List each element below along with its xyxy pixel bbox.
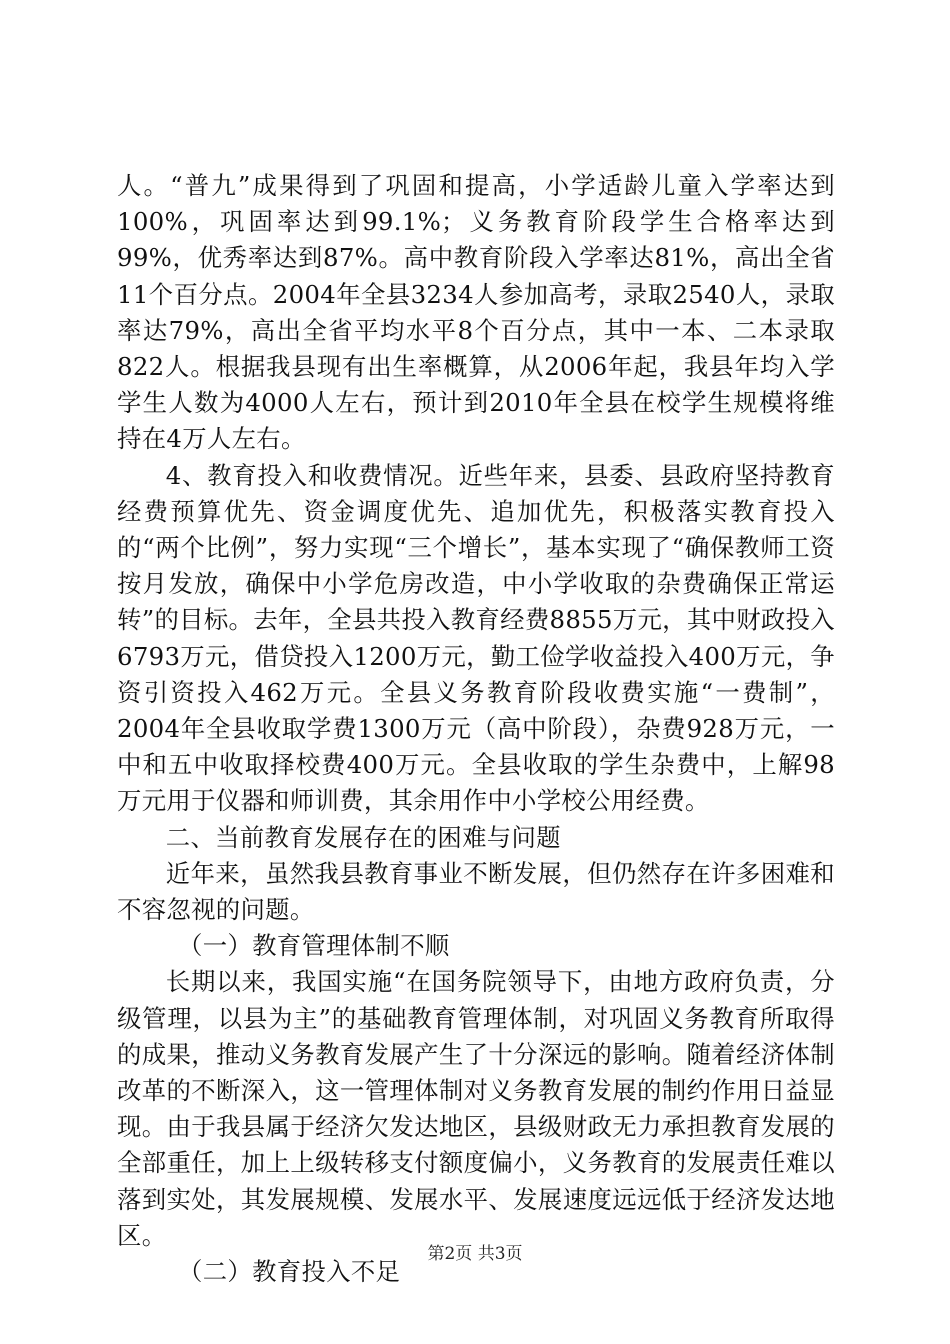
subheading-insufficient-investment: （二）教育投入不足 [178, 1257, 401, 1287]
section-heading-problems: 二、当前教育发展存在的困难与问题 [165, 822, 561, 852]
paragraph-enrollment-stats: 人。“普九”成果得到了巩固和提高，小学适龄儿童入学率达到100%，巩固率达到99.1%；义务教育阶段学生合格率达到99%，优秀率达到87%。高中教育阶段入学率达81%，高出全省11个百分点。2004年全县3234人参加高考，录取2540人，录取率达79%，高出全省平均水平8个百分点，其中一本、二本录取822人。根据我县现有出生率概算，从2006年起，我县年均入学学生人数为4000人左右，预计到2010年全县在校学生规模将维持在4万人左右。 [117, 171, 835, 454]
subheading-management-system: （一）教育管理体制不顺 [178, 931, 450, 961]
paragraph-funding-and-fees: 4、教育投入和收费情况。近些年来，县委、县政府坚持教育经费预算优先、资金调度优先、追加优先，积极落实教育投入的“两个比例”，努力实现“三个增长”，基本实现了“确保教师工资按月发放，确保中小学危房改造，中小学收取的杂费确保正常运转”的目标。去年，全县共投入教育经费8855万元，其中财政投入6793万元，借贷投入1200万元，勤工俭学收益投入400万元，争资引资投入462万元。全县义务教育阶段收费实施“一费制”，2004年全县收取学费1300万元（高中阶段），杂费928万元，一中和五中收取择校费400万元。全县收取的学生杂费中，上解98万元用于仪器和师训费，其余用作中小学校公用经费。 [117, 460, 835, 816]
document-body [117, 168, 835, 1290]
paragraph-problems-intro: 近年来，虽然我县教育事业不断发展，但仍然存在许多困难和不容忽视的问题。 [117, 858, 835, 925]
page-number-footer: 第2页 共3页 [427, 1244, 523, 1264]
paragraph-management-system: 长期以来，我国实施“在国务院领导下，由地方政府负责，分级管理，以县为主”的基础教育管理体制，对巩固义务教育所取得的成果，推动义务教育发展产生了十分深远的影响。随着经济体制改革的不断深入，这一管理体制对义务教育发展的制约作用日益显现。由于我县属于经济欠发达地区，县级财政无力承担教育发展的全部重任，加上上级转移支付额度偏小，义务教育的发展责任难以落到实处，其发展规模、发展水平、发展速度远远低于经济发达地区。 [117, 967, 835, 1250]
